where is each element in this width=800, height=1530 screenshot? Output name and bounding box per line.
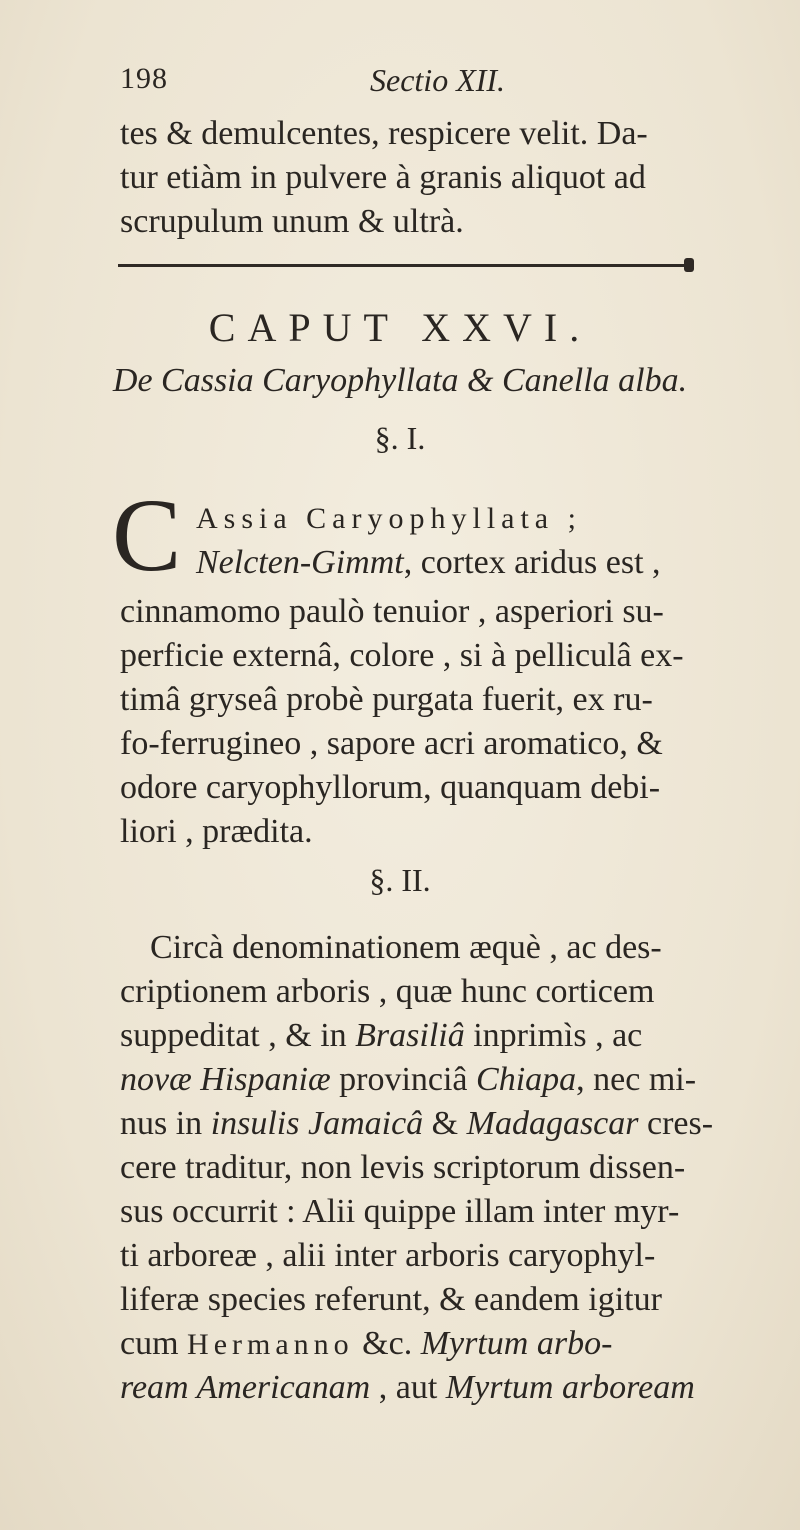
text-line: perficie externâ, colore , si à pelliculâ ex- [120,637,684,674]
text-fragment: suppeditat , & in [120,1017,356,1054]
text-fragment: &c. [353,1325,421,1362]
text-line: Circà denominationem æquè , ac des- [150,929,662,966]
section-divider-rule [118,264,690,267]
text-line [120,1102,720,1146]
text-line: tes & demulcentes, respicere velit. Da- [120,115,648,152]
text-line: liferæ species referunt, & eandem igitur [120,1281,662,1318]
section-mark-1: §. I. [374,420,426,456]
text-fragment: , aut [370,1369,446,1406]
page-number: 198 [120,62,168,95]
italic-species-name: ream Americanam [120,1369,371,1406]
text-line [120,1322,720,1367]
section-mark-2: §. II. [369,862,431,898]
text-line [196,544,661,582]
italic-place-name: Brasiliâ [355,1017,465,1054]
divider-ornament [684,258,694,272]
text-fragment: & [423,1105,467,1142]
running-head: Sectio XII. [370,62,506,98]
small-caps-heading: Assia Caryophyllata ; [196,502,582,535]
text-line: sus occurrit : Alii quippe illam inter myr- [120,1193,680,1230]
text-line: scrupulum unum & ultrà. [120,203,464,240]
italic-place-name: Madagascar [466,1105,639,1142]
small-caps-author: Hermanno [187,1328,354,1361]
text-line: odore caryophyllorum, quanquam debi- [120,769,661,806]
italic-species-name: Myrtum arboream [445,1369,695,1406]
italic-place-name: insulis Jamaicâ [210,1105,424,1142]
text-fragment: cres- [638,1105,714,1142]
italic-term: Nelcten-Gimmt [196,544,404,581]
text-line [120,1366,720,1410]
page-header [120,62,680,102]
chapter-title: CAPUT XXVI. [208,305,592,350]
text-fragment: inprimìs , ac [464,1017,643,1054]
italic-place-name: Chiapa [476,1061,577,1098]
text-fragment: cum [120,1325,188,1362]
text-line [120,1014,720,1058]
text-line: timâ gryseâ probè purgata fuerit, ex ru- [120,681,653,718]
text-line: cinnamomo paulò tenuior , asperiori su- [120,593,664,630]
text-line: fo-ferrugineo , sapore acri aromatico, & [120,725,663,762]
text-fragment: , nec mi- [576,1061,697,1098]
text-fragment: , cortex aridus est , [403,544,661,581]
text-line: liori , prædita. [120,813,313,850]
text-line [120,1058,720,1102]
text-line: criptionem arboris , quæ hunc corticem [120,973,655,1010]
text-line: cere traditur, non levis scriptorum dissen- [120,1149,686,1186]
text-line: ti arboreæ , alii inter arboris caryophyl- [120,1237,656,1274]
chapter-subtitle: De Cassia Caryophyllata & Canella alba. [112,362,688,399]
text-fragment: provinciâ [330,1061,477,1098]
text-line: tur etiàm in pulvere à granis aliquot ad [120,159,646,196]
italic-species-name: Myrtum arbo- [420,1325,613,1362]
drop-cap: C [112,478,182,593]
text-fragment: nus in [120,1105,211,1142]
italic-place-name: novæ Hispaniæ [120,1061,331,1098]
